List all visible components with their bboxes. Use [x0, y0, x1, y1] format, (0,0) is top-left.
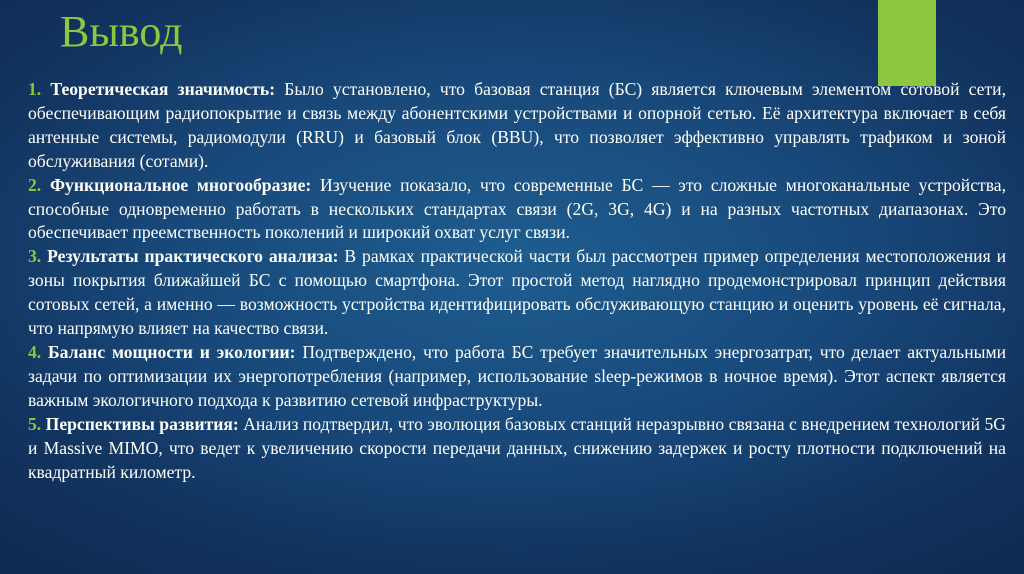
item-number: 5. — [28, 413, 42, 434]
item-number: 4. — [28, 341, 42, 362]
accent-bar — [878, 0, 936, 86]
item-text: Изучение показало, что современные БС — это сложные многоканальные устройства, способные одновременно работать в нескольких стандартах связи (2G, 3G, 4G) и на разных частотных диапазонах. Это обеспечивает преемственность поколений и широкий охват услуг связи. — [28, 174, 1006, 243]
item-number: 3. — [28, 246, 42, 267]
list-item — [28, 341, 1006, 413]
list-item — [28, 174, 1006, 246]
item-number: 2. — [28, 174, 42, 195]
item-heading: Функциональное многообразие: — [49, 174, 312, 195]
item-heading: Теоретическая значимость: — [50, 79, 276, 99]
conclusion-list — [28, 78, 1006, 484]
item-heading: Результаты практического анализа: — [47, 246, 339, 267]
item-heading: Баланс мощности и экологии: — [48, 341, 296, 362]
list-item — [28, 78, 1006, 174]
item-number: 1. — [28, 79, 42, 99]
item-text: Анализ подтвердил, что эволюция базовых станций неразрывно связана с внедрением технологий 5G и Massive MIMO, что ведет к увеличению скорости передачи данных, снижению задержек и росту плотности подключений на квадратный километр. — [28, 413, 1006, 482]
slide-title: Вывод — [60, 7, 183, 56]
list-item — [28, 245, 1006, 341]
item-text: В рамках практической части был рассмотрен пример определения местоположения и зоны покрытия ближайшей БС с помощью смартфона. Этот простой метод наглядно продемонстрировал принцип действия сотовых сетей, а именно — возможность устройства идентифицировать обслуживающую станцию и оценить уровень её сигнала, что напрямую влияет на качество связи. — [28, 246, 1007, 339]
item-heading: Перспективы развития: — [45, 413, 239, 434]
list-item — [28, 413, 1006, 485]
item-text: Подтверждено, что работа БС требует значительных энергозатрат, что делает актуальными задачи по оптимизации их энергопотребления (например, использование sleep-режимов в ночное время). Этот аспект является важным экологичного подхода к развитию сетевой инфраструктуры. — [28, 341, 1006, 410]
item-text: Было установлено, что базовая станция (БС) является ключевым элементом сотовой сети, обеспечивающим радиопокрытие и связь между абонентскими устройствами и опорной сетью. Её архитектура включает в себя антенные системы, радиомодули (RRU) и базовый блок (BBU), что позволяет эффективно управлять трафиком и зоной обслуживания (сотами). — [28, 79, 1006, 171]
